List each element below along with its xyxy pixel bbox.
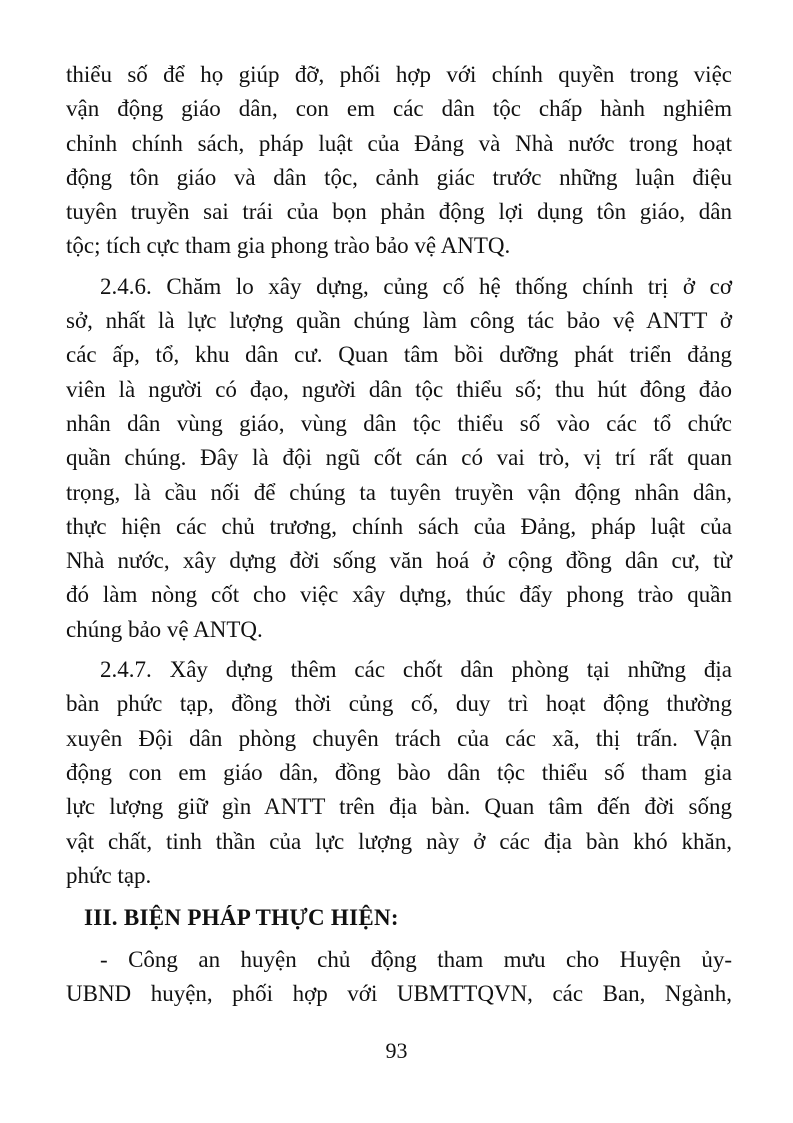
text-line: viên là người có đạo, người dân tộc thiểu số; thu hút đông đảo: [66, 376, 732, 402]
text-line: trọng, là cầu nối để chúng ta tuyên truyền vận động nhân dân,: [66, 479, 732, 505]
text-line: - Công an huyện chủ động tham mưu cho Huyện ủy-: [100, 947, 732, 973]
text-line: xuyên Đội dân phòng chuyên trách của các xã, thị trấn. Vận: [66, 725, 732, 751]
text-line: quần chúng. Đây là đội ngũ cốt cán có vai trò, vị trí rất quan: [66, 445, 732, 471]
text-line: động tôn giáo và dân tộc, cảnh giác trước những luận điệu: [66, 164, 732, 190]
document-page: [66, 58, 732, 1012]
text-line: vận động giáo dân, con em các dân tộc chấp hành nghiêm: [66, 96, 732, 122]
text-line: 2.4.6. Chăm lo xây dựng, củng cố hệ thống chính trị ở cơ: [100, 273, 732, 299]
text-line: đó làm nòng cốt cho việc xây dựng, thúc đẩy phong trào quần: [66, 582, 732, 608]
text-line: vật chất, tinh thần của lực lượng này ở các địa bàn khó khăn,: [66, 828, 732, 854]
text-line: sở, nhất là lực lượng quần chúng làm công tác bảo vệ ANTT ở: [66, 308, 732, 334]
text-line: thiểu số để họ giúp đỡ, phối hợp với chính quyền trong việc: [66, 62, 732, 87]
paragraph-1: [66, 58, 732, 264]
text-line: chúng bảo vệ ANTQ.: [66, 616, 263, 642]
paragraph-2-4-7: [66, 653, 732, 893]
text-line: Nhà nước, xây dựng đời sống văn hoá ở cộng đồng dân cư, từ: [66, 548, 732, 574]
text-line: động con em giáo dân, đồng bào dân tộc thiểu số tham gia: [66, 759, 732, 785]
text-line: UBND huyện, phối hợp với UBMTTQVN, các Ban, Ngành,: [66, 981, 732, 1007]
text-line: tuyên truyền sai trái của bọn phản động lợi dụng tôn giáo, dân: [66, 199, 732, 225]
text-line: nhân dân vùng giáo, vùng dân tộc thiểu số vào các tổ chức: [66, 410, 732, 436]
text-line: thực hiện các chủ trương, chính sách của Đảng, pháp luật của: [66, 513, 732, 539]
text-line: bàn phức tạp, đồng thời củng cố, duy trì hoạt động thường: [66, 691, 732, 717]
paragraph-implementation: [66, 943, 732, 1012]
text-line: 2.4.7. Xây dựng thêm các chốt dân phòng tại những địa: [100, 657, 732, 683]
text-line: tộc; tích cực tham gia phong trào bảo vệ ANTQ.: [66, 233, 511, 259]
section-heading: III. BIỆN PHÁP THỰC HIỆN:: [84, 905, 399, 931]
text-line: các ấp, tổ, khu dân cư. Quan tâm bồi dưỡng phát triển đảng: [66, 342, 732, 368]
page-number: 93: [385, 1038, 408, 1063]
paragraph-2-4-6: [66, 270, 732, 647]
text-line: phức tạp.: [66, 862, 152, 888]
text-line: lực lượng giữ gìn ANTT trên địa bàn. Quan tâm đến đời sống: [66, 794, 732, 820]
text-line: chỉnh chính sách, pháp luật của Đảng và Nhà nước trong hoạt: [66, 130, 732, 156]
